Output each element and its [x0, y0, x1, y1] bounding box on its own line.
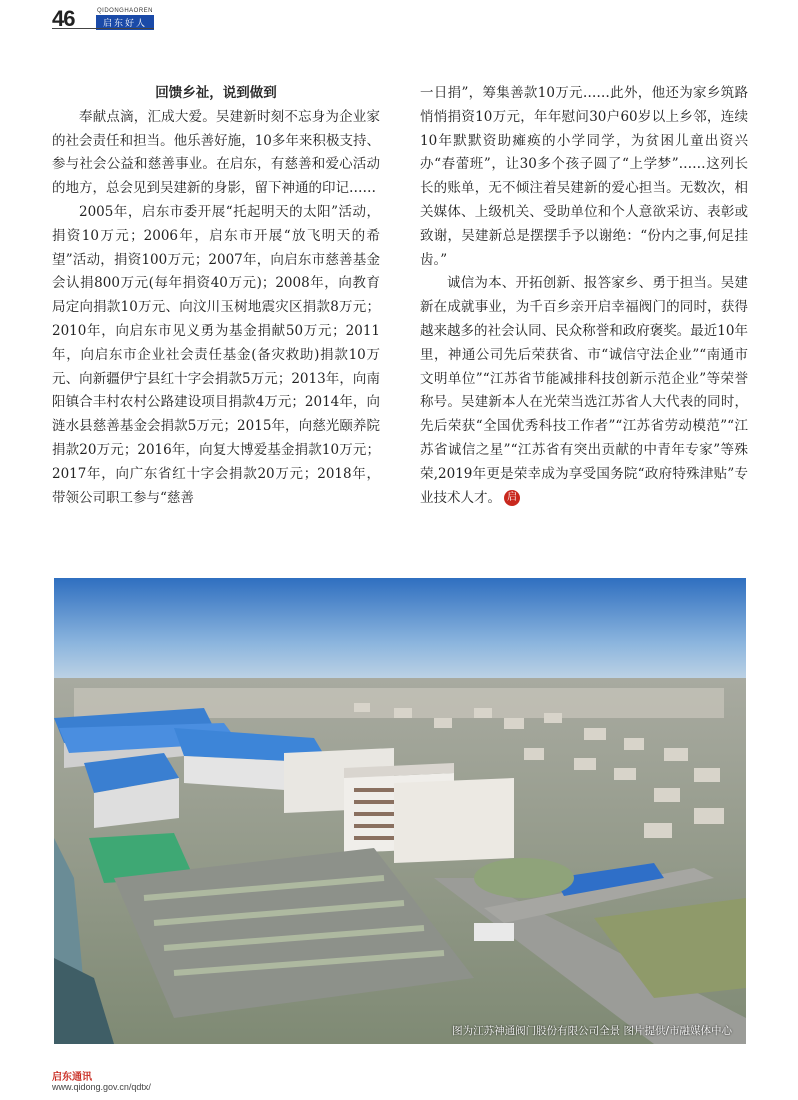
paragraph-3: [420, 272, 748, 510]
brand-name: 启东好人: [96, 15, 154, 30]
brand-pinyin: QIDONGHAOREN: [96, 8, 153, 14]
footer-title: 启东通讯: [52, 1072, 92, 1083]
page-number: 46: [52, 6, 75, 31]
paragraph-1: 奉献点滴，汇成大爱。吴建新时刻不忘身为企业家的社会责任和担当。他乐善好施，10多年来积极支持、参与社会公益和慈善事业。在启东，有慈善和爱心活动的地方，总会见到吴建新的身影，留下神通的印记……: [52, 108, 380, 197]
paragraph-3-text: 诚信为本、开拓创新、报答家乡、勇于担当。吴建新在成就事业，为千百乡亲开启幸福阀门的同时，获得越来越多的社会认同、民众称誉和政府褒奖。最近10年里，神通公司先后荣获省、市“诚信守法企业”“南通市文明单位”“江苏省节能减排科技创新示范企业”等荣誉称号。吴建新本人在光荣当选江苏省人大代表的同时，先后荣获“全国优秀科技工作者”“江苏省劳动模范”“江苏省诚信之星”“江苏省有突出贡献的中青年专家”等殊荣,2019年更是荣幸成为享受国务院“政府特殊津贴”专业技术人才。: [420, 275, 748, 506]
right-column: [420, 82, 748, 510]
photo-caption: 图为江苏神通阀门股份有限公司全景 图片提供/市融媒体中心: [452, 1025, 732, 1037]
paragraph-2: 2005年，启东市委开展“托起明天的太阳”活动，捐资10万元；2006年，启东市开展“放飞明天的希望”活动，捐资100万元；2007年，向启东市慈善基金会认捐800万元(每年捐资40万元)；2008年，向教育局定向捐款10万元、向汶川玉树地震灾区捐款8万元；2010年，向启东市见义勇为基金捐献50万元；2011年，向启东市企业社会责任基金(备灾救助)捐款10万元、向新疆伊宁县红十字会捐款5万元；2013年，向南阳镇合丰村农村公路建设项目捐款4万元；2014年，向涟水县慈善基金会捐款5万元；2015年，向慈光颐养院捐款20万元；2016年，向复大博爱基金捐款10万元；2017年，向广东省红十字会捐款20万元；2018年，带领公司职工参与“慈善: [52, 203, 380, 506]
section-heading: 回馈乡祉，说到做到: [155, 85, 277, 101]
left-column: [52, 82, 380, 510]
footer-url: www.qidong.gov.cn/qdtx/: [52, 1082, 151, 1092]
header-rule: [52, 28, 154, 29]
magazine-brand: [96, 8, 154, 30]
paragraph-continuation: 一日捐”，筹集善款10万元……此外，他还为家乡筑路悄悄捐资10万元，年年慰问30户60岁以上乡邻，连续10年默默资助瘫痪的小学同学，为贫困儿童出资兴办“春蕾班”，让30多个孩子圆了“上学梦”……这列长长的账单，无不倾注着吴建新的爱心担当。无数次，相关媒体、上级机关、受助单位和个人意欲采访、表彰或致谢，吴建新总是摆摆手予以谢绝：“份内之事,何足挂齿。”: [420, 85, 748, 268]
factory-aerial-photo: [54, 578, 746, 1044]
end-mark-icon: 启: [504, 490, 520, 506]
